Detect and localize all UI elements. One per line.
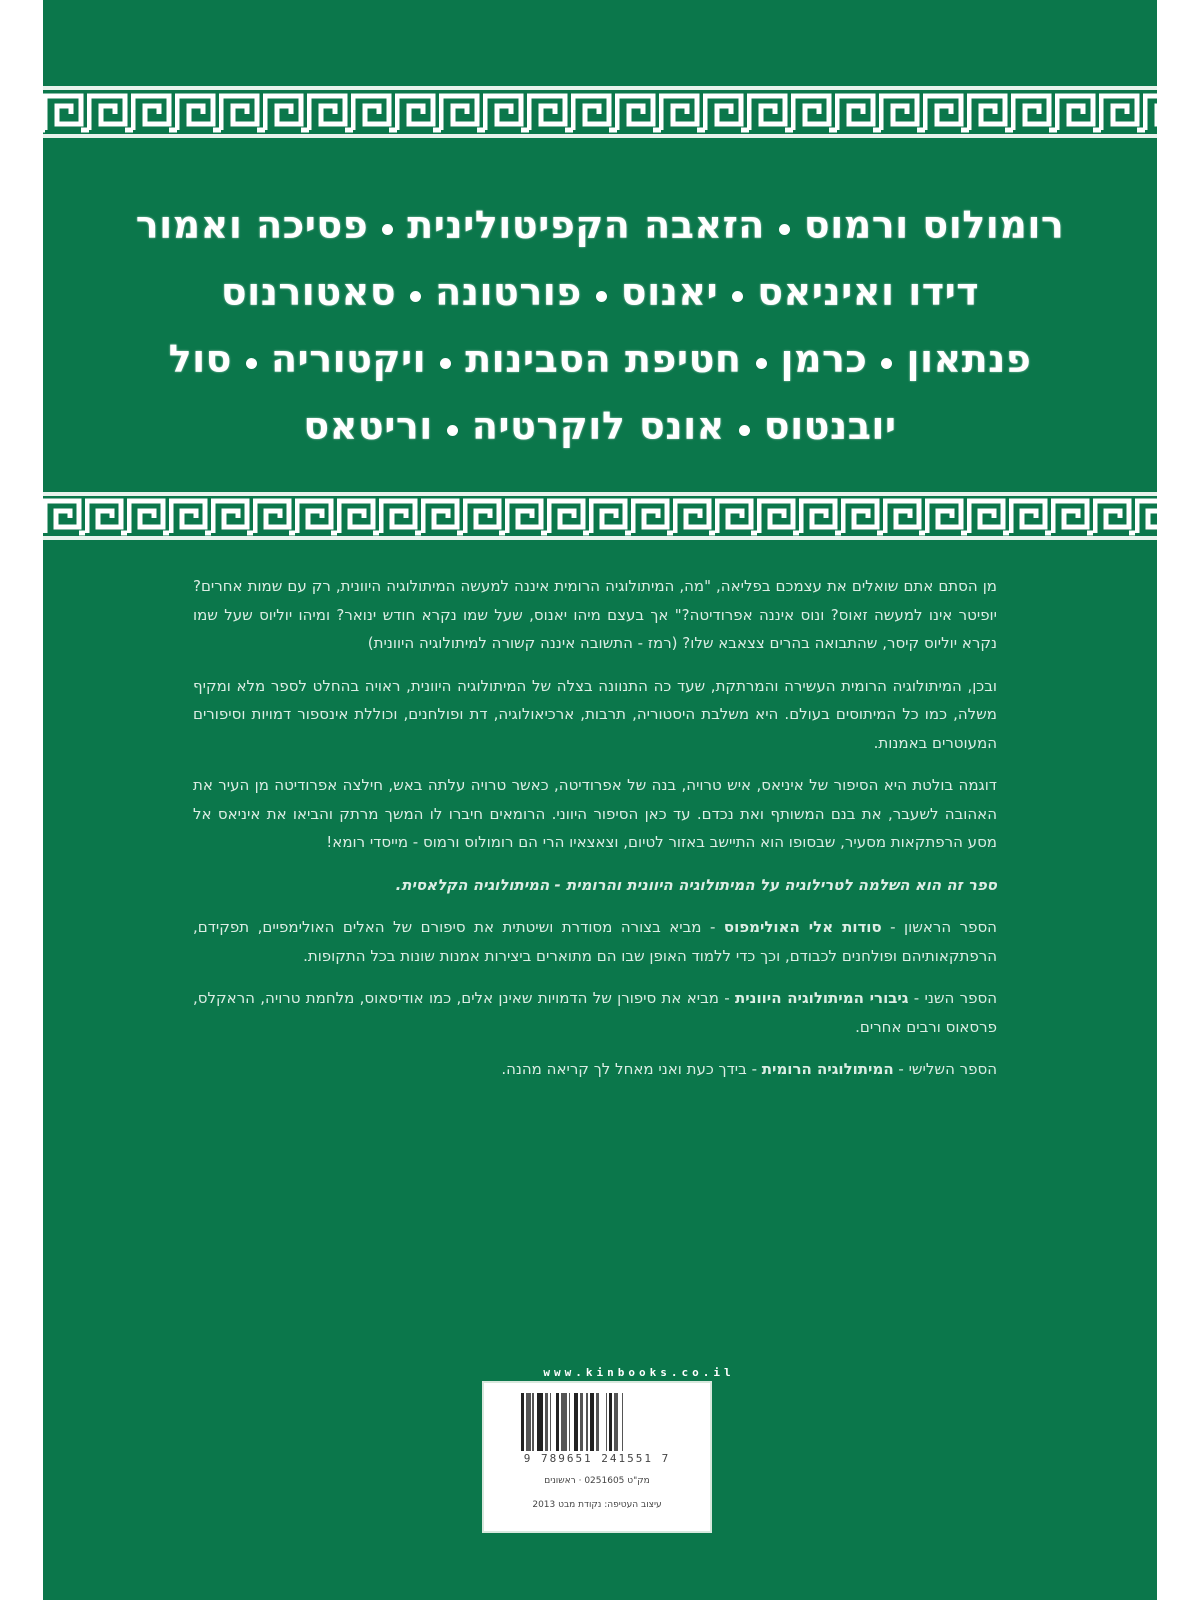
book-1-title: סודות אלי האולימפוס bbox=[723, 918, 882, 936]
greek-key-pattern-icon bbox=[43, 496, 1157, 536]
bullet-separator-icon bbox=[779, 224, 790, 235]
myth-title: דידו ואיניאס bbox=[757, 270, 980, 314]
greek-key-border-top bbox=[43, 86, 1157, 138]
blurb-paragraph-1: מן הסתם אתם שואלים את עצמכם בפליאה, "מה, המיתולוגיה הרומית איננה למעשה המיתולוגיה היוונית, רק עם שמות אחרים? יופיטר אינו למעשה זאוס? ונוס איננה אפרודיטה?" אך בעצם מיהו יאנוס, שעל שמו נקרא חודש ינואר? ומיהו יוליוס שעל שמו נקרא יוליוס קיסר, שהתבואה בהרים צצאבא שלו? (רמז - התשובה איננה קשורה למיתולוגיה היוונית) bbox=[193, 577, 997, 652]
myth-title: פנתאון bbox=[906, 337, 1032, 381]
trilogy-statement: ספר זה הוא השלמה לטרילוגיה על המיתולוגיה היוונית והרומית - המיתולוגיה הקלאסית. bbox=[395, 875, 997, 894]
myth-title: ויקטוריה bbox=[270, 337, 427, 381]
isbn-digits: 9 789651 241551 7 bbox=[523, 1452, 671, 1465]
book-2-title: גיבורי המיתולוגיה היוונית bbox=[735, 989, 909, 1007]
bullet-separator-icon bbox=[756, 358, 767, 369]
title-line-2 bbox=[103, 259, 1097, 326]
myth-title: פורטונה bbox=[435, 270, 582, 314]
book-1-description: הספר הראשון - סודות אלי האולימפוס - מביא בצורה מסודרת ושיטתית את סיפורם של האלים האולימפיים, תפקידם, הרפתקאותיהם ופולחנים לכבודם, וכך כדי ללמוד האופן שבו הם מתוארים ביצירות אמנות שונות בכל התקופות. bbox=[193, 918, 997, 965]
myth-title: הזאבה הקפיטולינית bbox=[407, 203, 765, 247]
myth-title: פסיכה ואמור bbox=[135, 203, 369, 247]
myth-title: רומולוס ורמוס bbox=[803, 203, 1065, 247]
blurb-paragraph-2: ובכן, המיתולוגיה הרומית העשירה והמרתקת, שעד כה התנוונה בצלה של המיתולוגיה היוונית, ראויה בהחלט לספר מלא ומקיף משלה, כמו כל המיתוסים בעולם. היא משלבת היסטוריה, תרבות, ארכיאולוגיה, דת ופולחנים, וכוללת אינספור דמויות וסיפורים המעוטרים באמנות. bbox=[193, 676, 997, 752]
bullet-separator-icon bbox=[732, 291, 743, 302]
myth-title: יובנטוס bbox=[763, 404, 897, 448]
myth-title: יאנוס bbox=[620, 270, 719, 314]
title-line-1 bbox=[103, 192, 1097, 259]
title-line-3 bbox=[103, 326, 1097, 393]
bullet-separator-icon bbox=[881, 358, 892, 369]
myth-title: אונס לוקרטיה bbox=[471, 404, 725, 448]
cover-design-credit: עיצוב העטיפה: נקודת מבט 2013 bbox=[532, 1500, 662, 1510]
bullet-separator-icon bbox=[447, 425, 458, 436]
myth-title: חטיפת הסבינות bbox=[465, 337, 742, 381]
catalog-number: מק"ט 0251605 · ראשונים bbox=[544, 1476, 650, 1486]
greek-key-border-bottom bbox=[43, 492, 1157, 540]
barcode-icon bbox=[521, 1393, 681, 1451]
blurb bbox=[193, 572, 997, 1098]
title-line-4 bbox=[103, 393, 1097, 460]
greek-key-pattern-icon bbox=[43, 90, 1157, 134]
myth-title: סול bbox=[168, 337, 232, 381]
bullet-separator-icon bbox=[410, 291, 421, 302]
bullet-separator-icon bbox=[739, 425, 750, 436]
book-back-cover bbox=[43, 0, 1157, 1600]
myth-title: וריטאס bbox=[303, 404, 433, 448]
myth-title: סאטורנוס bbox=[220, 270, 397, 314]
book-3-description: הספר השלישי - המיתולוגיה הרומית - בידך כעת ואני מאחל לך קריאה מהנה. bbox=[501, 1060, 997, 1078]
barcode-label bbox=[482, 1381, 712, 1533]
myth-title: כרמן bbox=[780, 337, 868, 381]
bullet-separator-icon bbox=[596, 291, 607, 302]
blurb-paragraph-3: דוגמה בולטת היא הסיפור של איניאס, איש טרויה, בנה של אפרודיטה, כאשר טרויה עלתה באש, חילצה אפרודיטה מן העיר את האהובה לשעבר, את בנם המשותף ואת נכדם. עד כאן הסיפור היווני. הרומאים חיברו לו המשך מרתק והביאו את איניאס אל מסע הרפתקאות מסעיר, שבסופו הוא התיישב באזור לטיום, וצאצאיו הרי הם רומולוס ורמוס - מייסדי רומא! bbox=[193, 776, 997, 851]
book-3-title: המיתולוגיה הרומית bbox=[761, 1060, 894, 1078]
publisher-website: www.kinbooks.co.il bbox=[543, 1366, 735, 1379]
myth-titles-list bbox=[103, 192, 1097, 460]
bullet-separator-icon bbox=[440, 358, 451, 369]
book-2-description: הספר השני - גיבורי המיתולוגיה היוונית - מביא את סיפורן של הדמויות שאינן אלים, כמו אודיסאוס, מלחמת טרויה, הראקלס, פרסאוס ורבים אחרים. bbox=[193, 989, 997, 1036]
bullet-separator-icon bbox=[246, 358, 257, 369]
bullet-separator-icon bbox=[382, 224, 393, 235]
